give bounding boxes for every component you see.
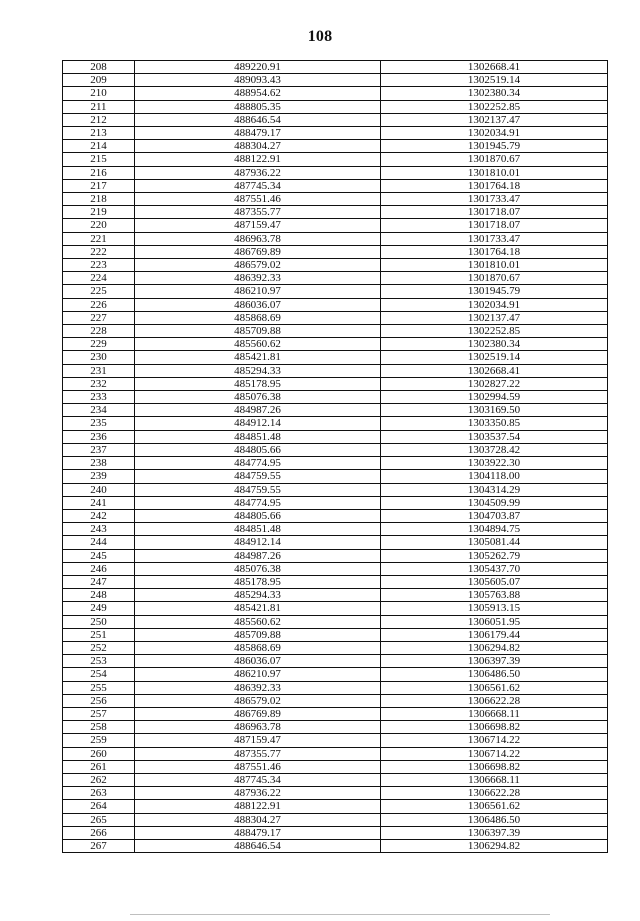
y-coordinate-cell: 1305913.15	[381, 602, 608, 615]
x-coordinate-cell: 485560.62	[135, 338, 381, 351]
point-number-cell: 213	[63, 127, 135, 140]
x-coordinate-cell: 485178.95	[135, 377, 381, 390]
point-number-cell: 259	[63, 734, 135, 747]
y-coordinate-cell: 1306486.50	[381, 813, 608, 826]
point-number-cell: 245	[63, 549, 135, 562]
coordinate-table-body	[63, 61, 608, 853]
x-coordinate-cell: 487551.46	[135, 193, 381, 206]
point-number-cell: 235	[63, 417, 135, 430]
y-coordinate-cell: 1304703.87	[381, 509, 608, 522]
table-row	[63, 219, 608, 232]
table-row	[63, 589, 608, 602]
y-coordinate-cell: 1305763.88	[381, 589, 608, 602]
table-row	[63, 470, 608, 483]
y-coordinate-cell: 1303350.85	[381, 417, 608, 430]
point-number-cell: 237	[63, 443, 135, 456]
point-number-cell: 211	[63, 100, 135, 113]
point-number-cell: 226	[63, 298, 135, 311]
x-coordinate-cell: 486579.02	[135, 259, 381, 272]
point-number-cell: 255	[63, 681, 135, 694]
table-row	[63, 272, 608, 285]
table-row	[63, 153, 608, 166]
table-row	[63, 179, 608, 192]
y-coordinate-cell: 1302668.41	[381, 61, 608, 74]
table-row	[63, 655, 608, 668]
table-row	[63, 443, 608, 456]
x-coordinate-cell: 486392.33	[135, 272, 381, 285]
x-coordinate-cell: 485294.33	[135, 364, 381, 377]
table-row	[63, 668, 608, 681]
point-number-cell: 216	[63, 166, 135, 179]
point-number-cell: 243	[63, 523, 135, 536]
table-row	[63, 351, 608, 364]
point-number-cell: 236	[63, 430, 135, 443]
y-coordinate-cell: 1306714.22	[381, 747, 608, 760]
x-coordinate-cell: 486963.78	[135, 232, 381, 245]
y-coordinate-cell: 1304118.00	[381, 470, 608, 483]
y-coordinate-cell: 1306622.28	[381, 787, 608, 800]
x-coordinate-cell: 485178.95	[135, 575, 381, 588]
table-row	[63, 681, 608, 694]
x-coordinate-cell: 484851.48	[135, 523, 381, 536]
point-number-cell: 267	[63, 839, 135, 852]
point-number-cell: 215	[63, 153, 135, 166]
y-coordinate-cell: 1303169.50	[381, 404, 608, 417]
x-coordinate-cell: 485868.69	[135, 311, 381, 324]
y-coordinate-cell: 1302827.22	[381, 377, 608, 390]
table-row	[63, 549, 608, 562]
point-number-cell: 264	[63, 800, 135, 813]
point-number-cell: 220	[63, 219, 135, 232]
point-number-cell: 240	[63, 483, 135, 496]
page-bottom-rule	[130, 914, 550, 915]
y-coordinate-cell: 1302137.47	[381, 113, 608, 126]
table-row	[63, 747, 608, 760]
y-coordinate-cell: 1304509.99	[381, 496, 608, 509]
x-coordinate-cell: 487355.77	[135, 747, 381, 760]
x-coordinate-cell: 489093.43	[135, 74, 381, 87]
x-coordinate-cell: 484851.48	[135, 430, 381, 443]
table-row	[63, 338, 608, 351]
y-coordinate-cell: 1306698.82	[381, 760, 608, 773]
point-number-cell: 208	[63, 61, 135, 74]
y-coordinate-cell: 1301764.18	[381, 179, 608, 192]
table-row	[63, 615, 608, 628]
y-coordinate-cell: 1301870.67	[381, 153, 608, 166]
x-coordinate-cell: 486963.78	[135, 721, 381, 734]
point-number-cell: 244	[63, 536, 135, 549]
table-row	[63, 325, 608, 338]
x-coordinate-cell: 487355.77	[135, 206, 381, 219]
y-coordinate-cell: 1306486.50	[381, 668, 608, 681]
y-coordinate-cell: 1306397.39	[381, 826, 608, 839]
table-row	[63, 417, 608, 430]
table-row	[63, 74, 608, 87]
point-number-cell: 260	[63, 747, 135, 760]
table-row	[63, 61, 608, 74]
y-coordinate-cell: 1301733.47	[381, 193, 608, 206]
x-coordinate-cell: 489220.91	[135, 61, 381, 74]
point-number-cell: 238	[63, 457, 135, 470]
point-number-cell: 258	[63, 721, 135, 734]
x-coordinate-cell: 487936.22	[135, 166, 381, 179]
point-number-cell: 257	[63, 707, 135, 720]
table-row	[63, 800, 608, 813]
y-coordinate-cell: 1301733.47	[381, 232, 608, 245]
table-row	[63, 193, 608, 206]
table-row	[63, 760, 608, 773]
x-coordinate-cell: 488479.17	[135, 127, 381, 140]
x-coordinate-cell: 485421.81	[135, 602, 381, 615]
x-coordinate-cell: 488122.91	[135, 153, 381, 166]
x-coordinate-cell: 485868.69	[135, 641, 381, 654]
x-coordinate-cell: 484912.14	[135, 417, 381, 430]
table-row	[63, 694, 608, 707]
x-coordinate-cell: 486769.89	[135, 245, 381, 258]
table-row	[63, 734, 608, 747]
y-coordinate-cell: 1301764.18	[381, 245, 608, 258]
point-number-cell: 219	[63, 206, 135, 219]
y-coordinate-cell: 1303537.54	[381, 430, 608, 443]
table-row	[63, 457, 608, 470]
table-row	[63, 232, 608, 245]
y-coordinate-cell: 1306698.82	[381, 721, 608, 734]
y-coordinate-cell: 1306622.28	[381, 694, 608, 707]
y-coordinate-cell: 1304894.75	[381, 523, 608, 536]
y-coordinate-cell: 1306668.11	[381, 707, 608, 720]
point-number-cell: 246	[63, 562, 135, 575]
table-row	[63, 377, 608, 390]
x-coordinate-cell: 488304.27	[135, 813, 381, 826]
y-coordinate-cell: 1305605.07	[381, 575, 608, 588]
y-coordinate-cell: 1306397.39	[381, 655, 608, 668]
y-coordinate-cell: 1302252.85	[381, 325, 608, 338]
y-coordinate-cell: 1303922.30	[381, 457, 608, 470]
table-row	[63, 364, 608, 377]
y-coordinate-cell: 1301945.79	[381, 140, 608, 153]
point-number-cell: 209	[63, 74, 135, 87]
page-number: 108	[307, 28, 333, 45]
table-row	[63, 562, 608, 575]
point-number-cell: 234	[63, 404, 135, 417]
y-coordinate-cell: 1306294.82	[381, 839, 608, 852]
table-row	[63, 404, 608, 417]
x-coordinate-cell: 486769.89	[135, 707, 381, 720]
x-coordinate-cell: 486036.07	[135, 298, 381, 311]
y-coordinate-cell: 1306561.62	[381, 800, 608, 813]
x-coordinate-cell: 485421.81	[135, 351, 381, 364]
point-number-cell: 218	[63, 193, 135, 206]
table-row	[63, 430, 608, 443]
x-coordinate-cell: 487551.46	[135, 760, 381, 773]
y-coordinate-cell: 1302137.47	[381, 311, 608, 324]
y-coordinate-cell: 1302994.59	[381, 391, 608, 404]
point-number-cell: 250	[63, 615, 135, 628]
table-row	[63, 206, 608, 219]
table-row	[63, 839, 608, 852]
table-row	[63, 707, 608, 720]
x-coordinate-cell: 485709.88	[135, 325, 381, 338]
table-row	[63, 100, 608, 113]
point-number-cell: 242	[63, 509, 135, 522]
point-number-cell: 252	[63, 641, 135, 654]
point-number-cell: 225	[63, 285, 135, 298]
point-number-cell: 223	[63, 259, 135, 272]
y-coordinate-cell: 1302380.34	[381, 338, 608, 351]
y-coordinate-cell: 1301810.01	[381, 259, 608, 272]
x-coordinate-cell: 488805.35	[135, 100, 381, 113]
table-row	[63, 787, 608, 800]
point-number-cell: 227	[63, 311, 135, 324]
table-row	[63, 628, 608, 641]
x-coordinate-cell: 488954.62	[135, 87, 381, 100]
table-row	[63, 483, 608, 496]
x-coordinate-cell: 487936.22	[135, 787, 381, 800]
x-coordinate-cell: 488122.91	[135, 800, 381, 813]
y-coordinate-cell: 1306668.11	[381, 773, 608, 786]
table-row	[63, 509, 608, 522]
y-coordinate-cell: 1305081.44	[381, 536, 608, 549]
y-coordinate-cell: 1303728.42	[381, 443, 608, 456]
x-coordinate-cell: 484774.95	[135, 457, 381, 470]
x-coordinate-cell: 487745.34	[135, 179, 381, 192]
y-coordinate-cell: 1301718.07	[381, 206, 608, 219]
table-row	[63, 813, 608, 826]
x-coordinate-cell: 485076.38	[135, 562, 381, 575]
point-number-cell: 241	[63, 496, 135, 509]
x-coordinate-cell: 486579.02	[135, 694, 381, 707]
x-coordinate-cell: 484759.55	[135, 483, 381, 496]
x-coordinate-cell: 485560.62	[135, 615, 381, 628]
table-row	[63, 311, 608, 324]
y-coordinate-cell: 1302034.91	[381, 127, 608, 140]
y-coordinate-cell: 1304314.29	[381, 483, 608, 496]
x-coordinate-cell: 488304.27	[135, 140, 381, 153]
point-number-cell: 230	[63, 351, 135, 364]
y-coordinate-cell: 1305262.79	[381, 549, 608, 562]
x-coordinate-cell: 486392.33	[135, 681, 381, 694]
table-row	[63, 721, 608, 734]
y-coordinate-cell: 1306714.22	[381, 734, 608, 747]
point-number-cell: 210	[63, 87, 135, 100]
y-coordinate-cell: 1302380.34	[381, 87, 608, 100]
point-number-cell: 214	[63, 140, 135, 153]
y-coordinate-cell: 1302519.14	[381, 351, 608, 364]
point-number-cell: 247	[63, 575, 135, 588]
point-number-cell: 224	[63, 272, 135, 285]
y-coordinate-cell: 1306179.44	[381, 628, 608, 641]
table-row	[63, 391, 608, 404]
table-row	[63, 773, 608, 786]
point-number-cell: 265	[63, 813, 135, 826]
x-coordinate-cell: 485076.38	[135, 391, 381, 404]
x-coordinate-cell: 484987.26	[135, 404, 381, 417]
table-row	[63, 298, 608, 311]
y-coordinate-cell: 1306294.82	[381, 641, 608, 654]
point-number-cell: 251	[63, 628, 135, 641]
y-coordinate-cell: 1302668.41	[381, 364, 608, 377]
y-coordinate-cell: 1302034.91	[381, 298, 608, 311]
point-number-cell: 228	[63, 325, 135, 338]
table-row	[63, 113, 608, 126]
x-coordinate-cell: 484805.66	[135, 509, 381, 522]
x-coordinate-cell: 488646.54	[135, 113, 381, 126]
x-coordinate-cell: 488646.54	[135, 839, 381, 852]
point-number-cell: 239	[63, 470, 135, 483]
point-number-cell: 254	[63, 668, 135, 681]
table-row	[63, 496, 608, 509]
table-row	[63, 87, 608, 100]
table-row	[63, 641, 608, 654]
table-row	[63, 285, 608, 298]
point-number-cell: 249	[63, 602, 135, 615]
table-row	[63, 826, 608, 839]
x-coordinate-cell: 485709.88	[135, 628, 381, 641]
point-number-cell: 256	[63, 694, 135, 707]
y-coordinate-cell: 1301945.79	[381, 285, 608, 298]
x-coordinate-cell: 487745.34	[135, 773, 381, 786]
table-row	[63, 245, 608, 258]
point-number-cell: 261	[63, 760, 135, 773]
table-row	[63, 127, 608, 140]
point-number-cell: 266	[63, 826, 135, 839]
coordinate-table	[62, 60, 608, 853]
x-coordinate-cell: 484805.66	[135, 443, 381, 456]
table-row	[63, 602, 608, 615]
x-coordinate-cell: 488479.17	[135, 826, 381, 839]
y-coordinate-cell: 1306561.62	[381, 681, 608, 694]
table-row	[63, 166, 608, 179]
x-coordinate-cell: 487159.47	[135, 734, 381, 747]
table-row	[63, 536, 608, 549]
y-coordinate-cell: 1301718.07	[381, 219, 608, 232]
table-row	[63, 523, 608, 536]
point-number-cell: 217	[63, 179, 135, 192]
point-number-cell: 263	[63, 787, 135, 800]
point-number-cell: 253	[63, 655, 135, 668]
point-number-cell: 212	[63, 113, 135, 126]
y-coordinate-cell: 1301810.01	[381, 166, 608, 179]
point-number-cell: 222	[63, 245, 135, 258]
y-coordinate-cell: 1305437.70	[381, 562, 608, 575]
x-coordinate-cell: 487159.47	[135, 219, 381, 232]
x-coordinate-cell: 484759.55	[135, 470, 381, 483]
x-coordinate-cell: 486210.97	[135, 285, 381, 298]
x-coordinate-cell: 486036.07	[135, 655, 381, 668]
y-coordinate-cell: 1302519.14	[381, 74, 608, 87]
x-coordinate-cell: 486210.97	[135, 668, 381, 681]
point-number-cell: 229	[63, 338, 135, 351]
point-number-cell: 231	[63, 364, 135, 377]
point-number-cell: 233	[63, 391, 135, 404]
y-coordinate-cell: 1301870.67	[381, 272, 608, 285]
x-coordinate-cell: 484774.95	[135, 496, 381, 509]
table-row	[63, 140, 608, 153]
point-number-cell: 262	[63, 773, 135, 786]
x-coordinate-cell: 485294.33	[135, 589, 381, 602]
point-number-cell: 232	[63, 377, 135, 390]
x-coordinate-cell: 484912.14	[135, 536, 381, 549]
point-number-cell: 221	[63, 232, 135, 245]
point-number-cell: 248	[63, 589, 135, 602]
y-coordinate-cell: 1306051.95	[381, 615, 608, 628]
table-row	[63, 259, 608, 272]
x-coordinate-cell: 484987.26	[135, 549, 381, 562]
table-row	[63, 575, 608, 588]
y-coordinate-cell: 1302252.85	[381, 100, 608, 113]
